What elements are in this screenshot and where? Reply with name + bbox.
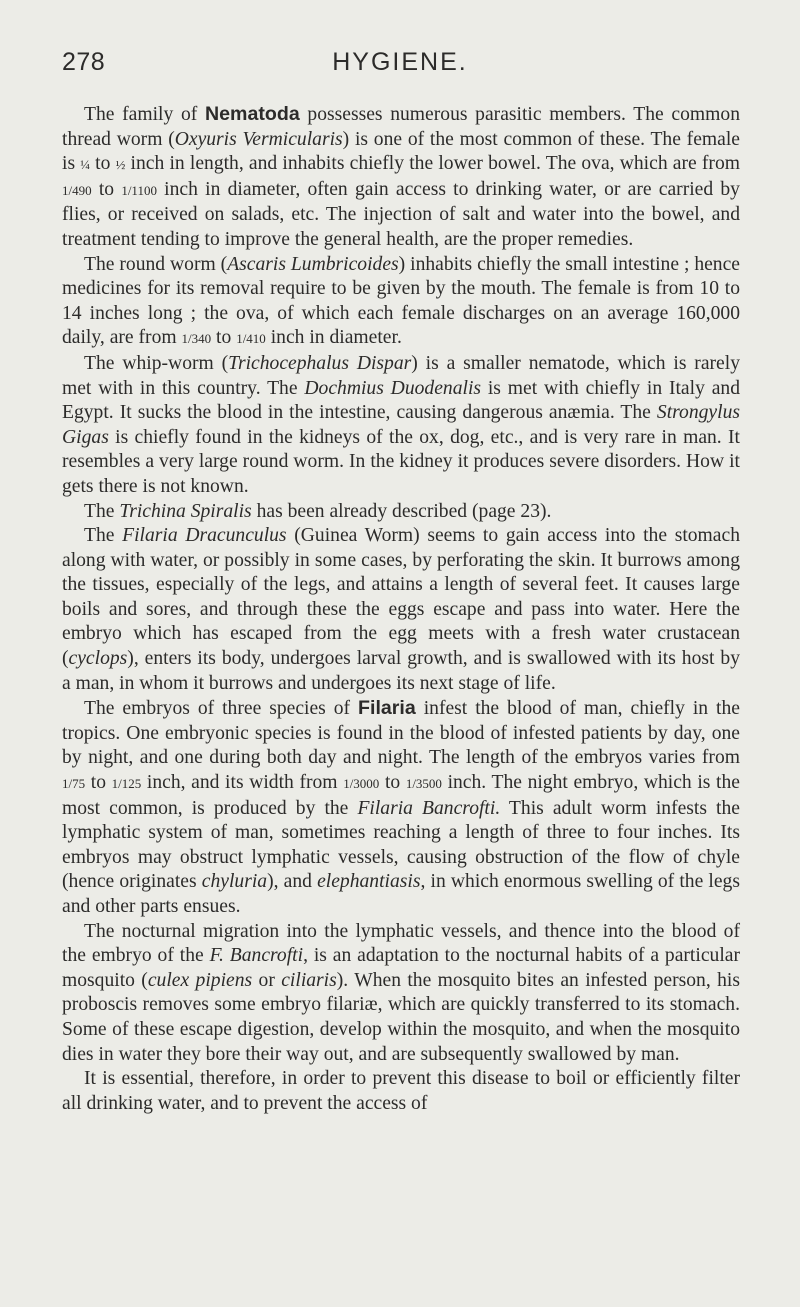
fraction: 1/340 <box>181 331 212 347</box>
text-run: to <box>91 178 122 200</box>
fraction: 1/410 <box>236 331 266 347</box>
paragraph <box>62 500 740 525</box>
italic-term: Trichocephalus Dispar <box>228 352 412 374</box>
text-run: ), enters its body, undergoes larval growth, and is swallowed with its host by a man, in whom it burrows and undergoes its next stage of life. <box>62 648 740 694</box>
italic-term: Oxyuris Vermicularis <box>174 128 343 150</box>
italic-term: Filaria Dracunculus <box>122 525 287 547</box>
text-run: is chiefly found in the kidneys of the ox, dog, etc., and is very rare in man. It resembles a very large round worm. In the kidney it produces severe disorders. How it gets there is not known. <box>62 426 740 497</box>
text-run: The <box>84 525 123 547</box>
text-run: to <box>85 772 112 794</box>
fraction: 1/125 <box>111 776 142 792</box>
fraction: ¼ <box>80 157 90 173</box>
italic-term: Strongylus Gigas <box>62 402 740 448</box>
text-run: inch in diameter, often gain access to drinking water, or are carried by flies, or received on salads, etc. The injection of salt and water into the bowel, and treatment tending to improve the general health, are the proper remedies. <box>62 178 740 250</box>
running-title: HYGIENE. <box>332 48 468 76</box>
italic-term: ciliaris <box>281 969 337 991</box>
paragraph <box>62 524 740 696</box>
text-run: ) is one of the most common of these. The female is <box>62 128 740 175</box>
italic-term: Ascaris Lumbricoides <box>227 253 399 275</box>
fraction: 1/490 <box>62 182 92 198</box>
text-run: ) is a smaller nematode, which is rarely met with in this country. The <box>62 352 740 399</box>
italic-term: elephantiasis <box>317 871 421 893</box>
italic-term: Trichina Spiralis <box>119 500 252 522</box>
paragraph <box>62 696 740 919</box>
paragraph <box>62 102 740 253</box>
text-run: ). When the mosquito bites an infested person, his proboscis removes some embryo filariæ, which are quickly transferred to its stomach. Some of these escape digestion, develop within the mosquito, and when the mosquito dies in water they bore their way out, and are subsequently swallowed by man. <box>62 969 740 1065</box>
text-run: infest the blood of man, chiefly in the tropics. One embryonic species is found in the blood of infested patients by day, one by night, and one during both day and night. The length of the embryos varies from <box>62 698 740 769</box>
text-run: possesses numerous parasitic members. The common thread worm ( <box>62 104 740 150</box>
italic-term: culex pipiens <box>147 969 253 991</box>
text-run: inch in length, and inhabits chiefly the lower bowel. The ova, which are from <box>125 153 740 175</box>
paragraph <box>62 1067 740 1116</box>
text-run: to <box>90 153 116 175</box>
text-run: has been already described (page 23). <box>251 500 552 522</box>
text-run: The embryos of three species of <box>84 698 359 720</box>
text-run: This adult worm infests the lymphatic system of man, sometimes reaching a length of three to four inches. Its embryos may obstruct lymphatic vessels, causing obstruction of the flow of chyle (hence originates <box>62 797 740 893</box>
text-run: The whip-worm ( <box>84 352 229 374</box>
text-run: The round worm ( <box>84 253 228 275</box>
paragraph <box>62 920 740 1068</box>
body-text <box>62 102 740 1116</box>
text-run: ), and <box>267 871 318 893</box>
text-run: , is an adaptation to the nocturnal habits of a particular mosquito ( <box>62 945 740 991</box>
bold-term: Filaria <box>358 697 416 720</box>
paragraph <box>62 352 740 500</box>
paragraph <box>62 253 740 352</box>
italic-term: F. Bancrofti <box>209 945 304 967</box>
text-run: (Guinea Worm) seems to gain access into the stomach along with water, or possibly in some cases, by perforating the skin. It burrows among the tissues, especially of the legs, and attains a length of several feet. It causes large boils and sores, and through these the eggs escape and pass into water. Here the embryo which has escaped from the egg meets with a fresh water crustacean ( <box>62 525 740 670</box>
italic-term: Filaria Bancrofti. <box>357 797 501 819</box>
text-run: inch, and its width from <box>141 772 344 794</box>
page-number: 278 <box>62 48 106 76</box>
text-run: inch in diameter. <box>265 327 402 349</box>
fraction: 1/75 <box>62 776 86 792</box>
bold-term: Nematoda <box>205 103 300 125</box>
page-header <box>0 48 800 84</box>
text-run: is met with chiefly in Italy and Egypt. It sucks the blood in the intestine, causing dangerous anæmia. The <box>62 377 740 424</box>
text-run: inch. The night embryo, which is the most common, is produced by the <box>62 772 740 819</box>
fraction: 1/1100 <box>121 182 157 198</box>
text-run: or <box>252 969 282 991</box>
text-run: It is essential, therefore, in order to prevent this disease to boil or efficiently filter all drinking water, and to prevent the access of <box>62 1068 740 1114</box>
fraction: ½ <box>115 157 126 173</box>
text-run: ) inhabits chiefly the small intestine ; hence medicines for its removal require to be given by the mouth. The female is from 10 to 14 inches long ; the ova, of which each female discharges on an average 160,000 daily, are from <box>62 253 740 349</box>
text-run: The family of <box>84 104 205 125</box>
text-run: The <box>84 500 120 522</box>
italic-term: cyclops <box>68 648 128 670</box>
fraction: 1/3000 <box>343 776 380 792</box>
italic-term: Dochmius Duodenalis <box>304 377 482 399</box>
fraction: 1/3500 <box>405 776 442 792</box>
italic-term: chyluria <box>201 871 268 893</box>
text-run: to <box>379 772 406 794</box>
text-run: to <box>211 327 237 349</box>
text-run: The nocturnal migration into the lymphatic vessels, and thence into the blood of the embryo of the <box>62 920 740 967</box>
text-run: , in which enormous swelling of the legs and other parts ensues. <box>62 871 740 917</box>
